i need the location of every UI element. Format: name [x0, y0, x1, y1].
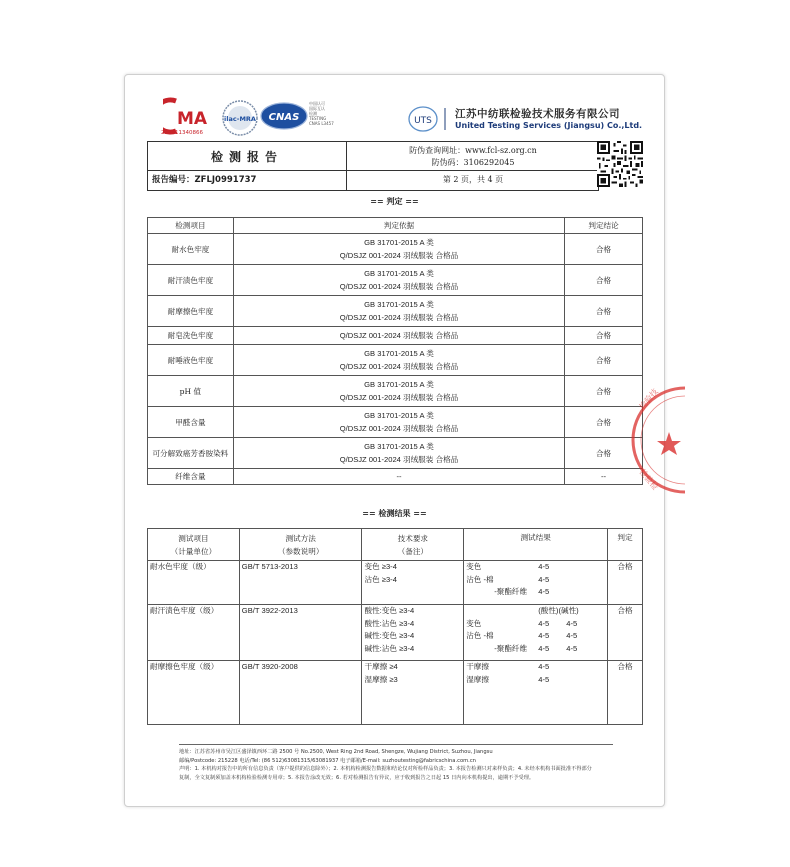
ma-number: 231011340866: [161, 130, 203, 136]
table-row: pH 值 GB 31701-2015 A 类 Q/DSJZ 001-2024 羽绒服装 合格品 合格: [148, 376, 643, 407]
page-info: 第 2 页，共 4 页: [442, 175, 504, 184]
table-row: 耐唾液色牢度 GB 31701-2015 A 类 Q/DSJZ 001-2024 羽绒服装 合格品 合格: [148, 345, 643, 376]
table-row: 耐摩擦色牢度（级） GB/T 3920-2008 干摩擦 ≥4 湿摩擦 ≥3 干摩擦 4-5 湿摩擦 4-5 合格: [148, 661, 643, 725]
table-row: 耐汗渍色牢度 GB 31701-2015 A 类 Q/DSJZ 001-2024 羽绒服装 合格品 合格: [148, 265, 643, 296]
cnas-text-label: CNAS: [268, 112, 300, 123]
company-name-cn: 江苏中纺联检验技术服务有限公司: [455, 108, 620, 120]
footer-notice: 声明：1. 本机构对报告中的所有信息负责（客户提供的信息除外）；2. 本机构检测报告数据和结论仅对所检样品负责；3. 本报告检测只对来样负责；4. 未经本机构书面批准不得部分: [179, 766, 592, 772]
table-row: 耐汗渍色牢度（级） GB/T 3922-2013 酸性:变色 ≥3-4 酸性:沾色 ≥3-4 碱性:变色 ≥3-4 碱性:沾色 ≥3-4 (酸性)(碱性) 变色 4-5 4-5 沾色 -棉 4-5 4-5 -聚酯纤维 4-5 4-5 合格: [148, 605, 643, 661]
svg-text:检验检: 检验检: [637, 467, 660, 492]
uts-logo: [407, 105, 451, 133]
cnas-accreditation-text: 中国认可 国际互认 检测 TESTING CNAS L3457: [309, 101, 334, 126]
table-row: 耐水色牢度 GB 31701-2015 A 类 Q/DSJZ 001-2024 羽绒服装 合格品 合格: [148, 234, 643, 265]
red-seal-stamp: [625, 380, 685, 500]
judgement-table: [147, 217, 643, 485]
footer-notice: 复制，全文复制须加盖本机构检验检测专用章；5. 本报告涂改无效；6. 若对检测报告有异议，应于收到报告之日起 15 日内向本机构提出，逾期不予受理。: [179, 774, 535, 781]
company-name-en: United Testing Services (Jiangsu) Co.,Ltd.: [455, 121, 643, 130]
footer-postcode: 邮编/Postcode: 215228 电话/Tel: (86 512)63081315/63081937 电子邮箱/E-mail: suzhoutesting@fabricschina.com.cn: [179, 757, 476, 764]
ilac-text: ilac-MRA: [224, 115, 256, 123]
ma-text: MA: [177, 109, 208, 129]
table-row: 甲醛含量 GB 31701-2015 A 类 Q/DSJZ 001-2024 羽绒服装 合格品 合格: [148, 407, 643, 438]
column-header: 判定结论: [565, 218, 643, 234]
column-header: 检测项目: [148, 218, 234, 234]
report-number: 报告编号：ZFLJ0991737: [152, 175, 257, 185]
qr-code-icon: [597, 141, 643, 187]
footer-address: 地址：江苏省苏州市吴江区盛泽镇西环二路 2500 号 No.2500, West Ring 2nd Road, Shengze, Wujiang District, Suzhou, Jiangsu: [179, 749, 493, 755]
verify-website: 防伪查询网址：www.fcl-sz.org.cn: [409, 146, 537, 155]
report-title: 检测报告: [210, 150, 283, 164]
verify-code: 防伪码：3106292045: [431, 158, 515, 167]
judgement-heading: == 判定 ==: [370, 196, 419, 206]
table-header-row: [148, 218, 643, 234]
table-row: 耐皂洗色牢度 Q/DSJZ 001-2024 羽绒服装 合格品 合格: [148, 327, 643, 345]
cnas-logo: [260, 101, 308, 131]
table-row: 耐摩擦色牢度 GB 31701-2015 A 类 Q/DSJZ 001-2024 羽绒服装 合格品 合格: [148, 296, 643, 327]
column-header: 判定依据: [233, 218, 564, 234]
ilac-mra-logo: [221, 99, 259, 137]
table-row: 可分解致癌芳香胺染料 GB 31701-2015 A 类 Q/DSJZ 001-2024 羽绒服装 合格品 合格: [148, 438, 643, 469]
table-header-row: 测试项目 （计量单位） 测试方法 （参数说明） 技术要求 （备注） 测试结果 判定: [148, 529, 643, 561]
results-heading: == 检测结果 ==: [362, 508, 427, 518]
report-title-box: [147, 141, 599, 191]
uts-text: UTS: [414, 116, 432, 126]
svg-text:检验技: 检验技: [637, 387, 660, 412]
table-row: 耐水色牢度（级） GB/T 5713-2013 变色 ≥3-4 沾色 ≥3-4 变色 4-5 沾色 -棉 4-5 -聚酯纤维 4-5 合格: [148, 561, 643, 605]
report-page: [124, 74, 665, 807]
table-row: 纤维含量 -- --: [148, 469, 643, 485]
results-table: [147, 528, 643, 725]
footer: [179, 748, 649, 782]
